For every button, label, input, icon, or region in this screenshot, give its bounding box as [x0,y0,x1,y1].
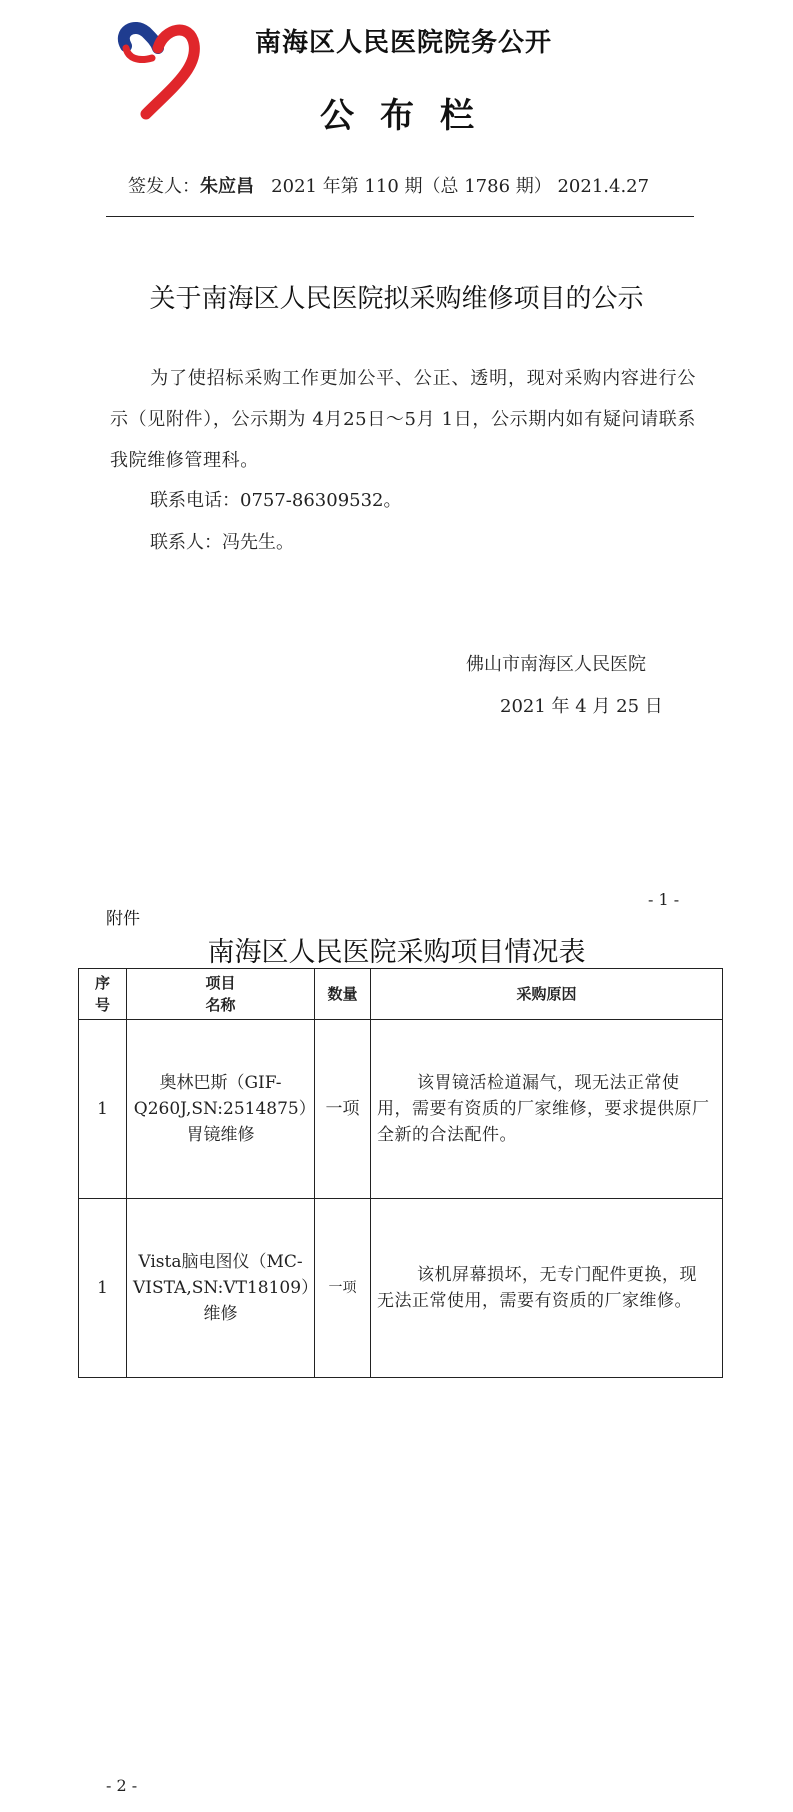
notice-title: 关于南海区人民医院拟采购维修项目的公示 [149,284,644,314]
signer-name: 朱应昌 [200,176,254,197]
col-header-reason: 采购原因 [371,969,723,1020]
col-header-seq: 序 号 [79,969,127,1020]
issue-line [128,172,649,198]
row-reason: 该机屏幕损坏，无专门配件更换，现无法正常使用，需要有资质的厂家维修。 [371,1199,723,1378]
row-name: 奥林巴斯（GIF-Q260J,SN:2514875）胃镜维修 [127,1020,315,1199]
contact-phone: 联系电话：0757-86309532。 [150,490,402,511]
table-row [79,1020,723,1199]
table-header-row [79,969,723,1020]
row-seq: 1 [79,1020,127,1199]
row-seq: 1 [79,1199,127,1378]
signer-label: 签发人： [128,176,200,197]
signature-org: 佛山市南海区人民医院 [466,654,646,675]
col-header-qty: 数量 [315,969,371,1020]
board-title: 公布栏 [320,96,500,136]
signature-date: 2021 年 4 月 25 日 [500,696,663,717]
notice-paragraph-text: 为了使招标采购工作更加公平、公正、透明，现对采购内容进行公示（见附件），公示期为 4月25日～5月 1日，公示期内如有疑问请联系我院维修管理科。 [110,368,696,471]
row-reason: 该胃镜活检道漏气，现无法正常使用，需要有资质的厂家维修，要求提供原厂全新的合法配件。 [371,1020,723,1199]
col-header-name: 项目 名称 [127,969,315,1020]
org-title: 南海区人民医院院务公开 [255,28,553,58]
procurement-table [78,968,723,1378]
row-qty: 一项 [315,1020,371,1199]
row-name: Vista脑电图仪（MC-VISTA,SN:VT18109）维修 [127,1199,315,1378]
table-row [79,1199,723,1378]
header-divider [106,216,694,217]
table-title: 南海区人民医院采购项目情况表 [207,937,586,968]
issue-info: 2021 年第 110 期（总 1786 期） 2021.4.27 [271,176,650,197]
page-number-1: - 1 - [648,890,680,909]
notice-paragraph [110,358,696,481]
contact-person: 联系人：冯先生。 [150,532,294,553]
row-qty: 一项 [315,1199,371,1378]
page-number-2: - 2 - [106,1776,138,1795]
hospital-heart-logo [112,18,202,122]
attachment-label: 附件 [106,909,140,929]
